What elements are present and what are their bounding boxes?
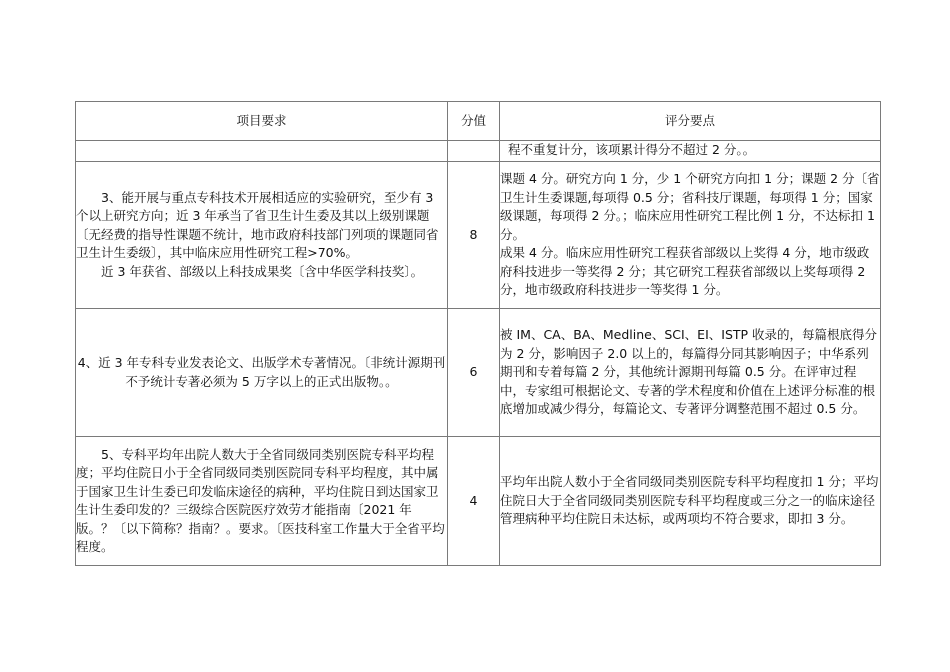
points-paragraph: 平均年出院人数小于全省同级同类别医院专科平均程度扣 1 分；平均住院日大于全省同级同类别医院专科平均程度或三分之一的临床途径管理病种平均住院日未达标，或两项均不符合要求，即扣 3 分。 (500, 474, 879, 527)
points-paragraph: 课题 4 分。研究方向 1 分，少 1 个研究方向扣 1 分；课题 2 分〔省卫生计生委课题,每项得 0.5 分；省科技厅课题，每项得 1 分；国家级课题，每项得 2 分。；临床应用性研究工程比例 1 分，不达标扣 1 分。 (500, 171, 880, 242)
table-row (76, 309, 881, 437)
header-requirement: 项目要求 (76, 102, 448, 141)
points-paragraph: 被 IM、CA、BA、Medline、SCI、EI、ISTP 收录的，每篇根底得分为 2 分，影响因子 2.0 以上的，每篇得分同其影响因子；中华系列期刊和专着每篇 2 分，其他统计源期刊每篇 0.5 分。在评审过程中，专家组可根据论文、专著的学术程度和价值在上述评分标准的根底增加或减少得分，每篇论文、专著评分调整范围不超过 0.5 分。 (500, 327, 878, 417)
requirement-cell (76, 141, 448, 162)
points-cell (500, 309, 881, 437)
requirement-cell (76, 162, 448, 309)
requirement-cell (76, 437, 448, 566)
header-points: 评分要点 (500, 102, 881, 141)
score-cell (448, 141, 500, 162)
score-cell: 6 (448, 309, 500, 437)
requirement-cell (76, 309, 448, 437)
requirement-paragraph: 近 3 年获省、部级以上科技成果奖〔含中华医学科技奖〕。 (101, 263, 424, 279)
score-cell: 8 (448, 162, 500, 309)
points-cell: 程不重复计分，该项累计得分不超过 2 分。。 (500, 141, 881, 162)
table-row (76, 437, 881, 566)
header-score: 分值 (448, 102, 500, 141)
requirement-paragraph: 4、近 3 年专科专业发表论文、出版学术专著情况。〔非统计源期刊不予统计专著必须为 5 万字以上的正式出版物。。 (77, 355, 446, 389)
points-cell (500, 162, 881, 309)
requirement-paragraph: 3、能开展与重点专科技术开展相适应的实验研究，至少有 3 个以上研究方向；近 3 年承当了省卫生计生委及其以上级别课题〔无经费的指导性课题不统计，地市政府科技部门列项的课题同省卫生计生委级〕，其中临床应用性研究工程>70%。 (76, 189, 439, 261)
points-paragraph: 成果 4 分。临床应用性研究工程获省部级以上奖得 4 分，地市级政府科技进步一等奖得 2 分；其它研究工程获省部级以上奖每项得 2 分，地市级政府科技进步一等奖得 1 分。 (500, 245, 870, 298)
scoring-table (75, 101, 881, 566)
table-row (76, 162, 881, 309)
points-cell (500, 437, 881, 566)
requirement-paragraph: 5、专科平均年出院人数大于全省同级同类别医院专科平均程度；平均住院日小于全省同级同类别医院同专科平均程度，其中属于国家卫生计生委已印发临床途径的病种，平均住院日到达国家卫生计生委印发的？三级综合医院医疗效劳才能指南〔2021 年版。？〔以下简称？指南？。要求。〔医技科室工作量大于全省平均程度。 (76, 446, 445, 554)
table-header-row (76, 102, 881, 141)
table-row-continuation (76, 141, 881, 162)
score-cell: 4 (448, 437, 500, 566)
